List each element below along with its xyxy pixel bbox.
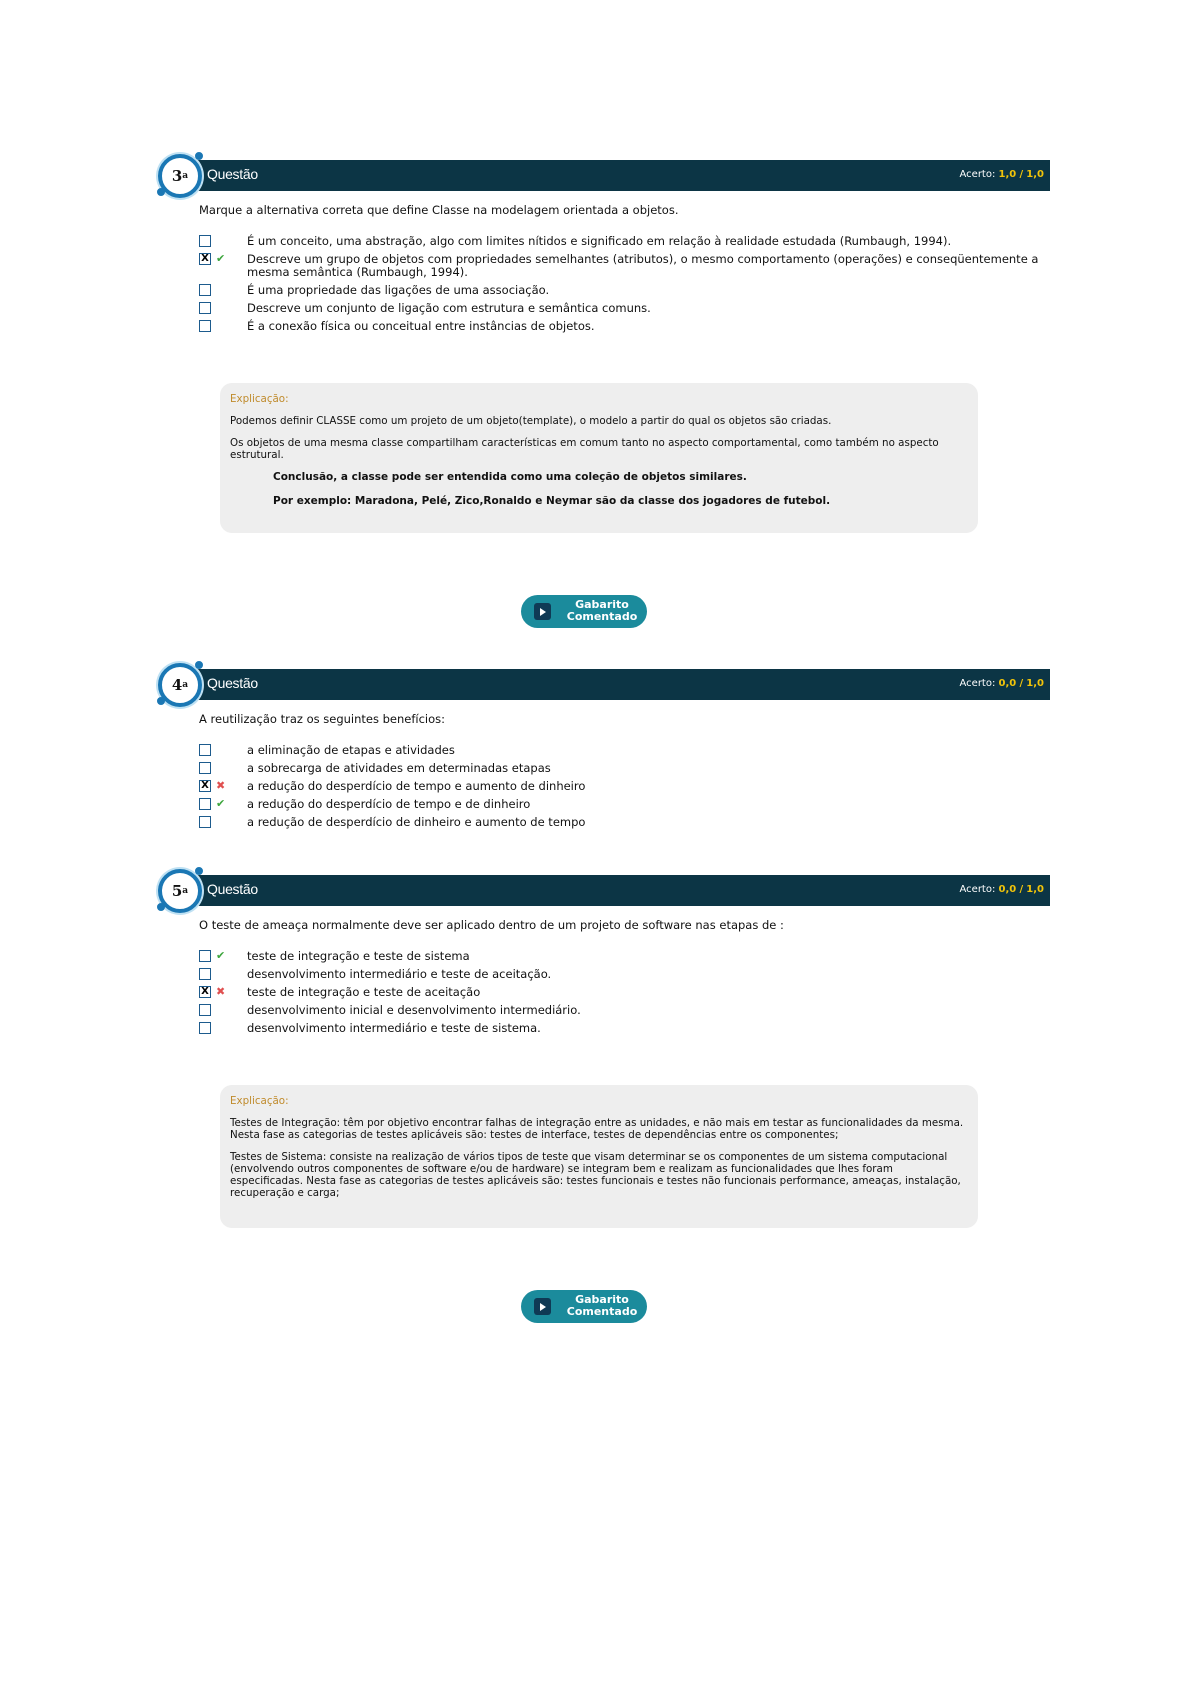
badge-bubble-icon	[157, 697, 165, 705]
option	[199, 235, 1050, 248]
question-header	[155, 659, 1050, 705]
score-got: 1,0	[998, 169, 1017, 180]
option	[199, 253, 1050, 279]
score-label: Acerto:	[959, 884, 996, 895]
option-text: Descreve um conjunto de ligação com estrutura e semântica comuns.	[247, 301, 651, 315]
badge-bubble-icon	[195, 661, 203, 669]
option-checkbox[interactable]	[199, 744, 211, 756]
option	[199, 284, 1050, 297]
explanation-bold: Conclusão, a classe pode ser entendida como uma coleção de objetos similares.	[273, 471, 747, 483]
button-label-line2: Comentado	[566, 610, 638, 623]
option-text: teste de integração e teste de aceitação	[247, 985, 481, 999]
option-checkbox[interactable]	[199, 1004, 211, 1016]
option-checkbox[interactable]	[199, 798, 211, 810]
explanation-title: Explicação:	[230, 1095, 289, 1107]
option-checkbox[interactable]	[199, 762, 211, 774]
badge-bubble-icon	[157, 188, 165, 196]
button-label-line1: Gabarito	[575, 1293, 629, 1306]
explanation-paragraph: Testes de Integração: têm por objetivo encontrar falhas de integração entre as unidades, e não mais em testar as funcionalidades da mesma. Nesta fase as categorias de testes aplicáveis são: testes de interface, testes de dependências entre os componentes;	[230, 1117, 964, 1141]
question-ordinal: a	[182, 886, 189, 896]
explanation-paragraph: Os objetos de uma mesma classe compartilham características em comum tanto no aspecto comportamental, como também no aspecto estrutural.	[230, 437, 939, 461]
question-3	[155, 150, 1050, 338]
explanation-box	[220, 383, 978, 533]
question-number: 5	[171, 882, 183, 900]
score	[960, 884, 1045, 895]
options-list	[199, 950, 1050, 1035]
option-text: É um conceito, uma abstração, algo com limites nítidos e significado em relação à realidade estudada (Rumbaugh, 1994).	[247, 234, 952, 248]
option-checkbox[interactable]	[199, 816, 211, 828]
option	[199, 986, 1050, 999]
video-play-icon	[534, 1298, 551, 1315]
option-checkbox[interactable]	[199, 968, 211, 980]
question-number: 4	[171, 676, 183, 694]
option	[199, 798, 1050, 811]
option	[199, 302, 1050, 315]
option-text: teste de integração e teste de sistema	[247, 949, 470, 963]
button-label-line1: Gabarito	[575, 598, 629, 611]
option-text: desenvolvimento inicial e desenvolvimento intermediário.	[247, 1003, 581, 1017]
explanation-bold: Por exemplo: Maradona, Pelé, Zico,Ronaldo e Neymar são da classe dos jogadores de futebol.	[273, 495, 831, 507]
option-text: a redução do desperdício de tempo e aumento de dinheiro	[247, 779, 586, 793]
correct-check-icon: ✔	[216, 252, 226, 265]
option	[199, 968, 1050, 981]
option-text: desenvolvimento intermediário e teste de aceitação.	[247, 967, 552, 981]
question-number: 3	[171, 167, 183, 185]
score-separator: /	[1019, 169, 1024, 180]
score-got: 0,0	[998, 884, 1017, 895]
option-text: a redução do desperdício de tempo e de dinheiro	[247, 797, 531, 811]
correct-check-icon: ✔	[216, 949, 226, 962]
gabarito-comentado-button[interactable]	[521, 595, 647, 628]
score-label: Acerto:	[959, 169, 996, 180]
option-checkbox[interactable]: X	[199, 253, 211, 265]
option-text: É uma propriedade das ligações de uma associação.	[247, 283, 550, 297]
question-ordinal: a	[182, 680, 189, 690]
video-play-icon	[534, 603, 551, 620]
button-label-line2: Comentado	[566, 1305, 638, 1318]
option-text: desenvolvimento intermediário e teste de sistema.	[247, 1021, 541, 1035]
question-title-bar	[193, 669, 1050, 700]
question-4	[155, 659, 1050, 834]
question-title: Questão	[207, 166, 258, 182]
option	[199, 950, 1050, 963]
score-separator: /	[1019, 678, 1024, 689]
score-label: Acerto:	[959, 678, 996, 689]
score	[960, 678, 1045, 689]
options-list	[199, 744, 1050, 829]
question-header	[155, 150, 1050, 196]
option-checkbox[interactable]	[199, 320, 211, 332]
question-prompt: O teste de ameaça normalmente deve ser aplicado dentro de um projeto de software nas etapas de :	[199, 918, 784, 932]
correct-check-icon: ✔	[216, 797, 226, 810]
option	[199, 1004, 1050, 1017]
option-checkbox[interactable]	[199, 302, 211, 314]
explanation-paragraph: Testes de Sistema: consiste na realização de vários tipos de teste que visam determinar se os componentes de um sistema computacional (envolvendo outros componentes de software e/ou de hardware) se integram bem e realizam as funcionalidades que lhes foram especificadas. Nesta fase as categorias de testes aplicáveis são: testes funcionais e testes não funcionais performance, ameaças, instalação, recuperação e carga;	[230, 1151, 961, 1199]
option	[199, 744, 1050, 757]
badge-bubble-icon	[195, 867, 203, 875]
score-got: 0,0	[998, 678, 1017, 689]
score-separator: /	[1019, 884, 1024, 895]
question-ordinal: a	[182, 171, 189, 181]
option-checkbox[interactable]	[199, 235, 211, 247]
wrong-x-icon: ✖	[216, 779, 226, 792]
score-max: 1,0	[1026, 169, 1044, 180]
badge-bubble-icon	[195, 152, 203, 160]
explanation-paragraph: Podemos definir CLASSE como um projeto de um objeto(template), o modelo a partir do qual os objetos são criadas.	[230, 415, 832, 427]
explanation-box	[220, 1085, 978, 1228]
option-checkbox[interactable]: X	[199, 780, 211, 792]
option-text: a redução de desperdício de dinheiro e aumento de tempo	[247, 815, 586, 829]
option	[199, 320, 1050, 333]
option-checkbox[interactable]	[199, 284, 211, 296]
badge-bubble-icon	[157, 903, 165, 911]
score-max: 1,0	[1026, 678, 1044, 689]
option-text: Descreve um grupo de objetos com propriedades semelhantes (atributos), o mesmo comportamento (operações) e conseqüentemente a mesma semântica (Rumbaugh, 1994).	[247, 252, 1039, 279]
options-list	[199, 235, 1050, 333]
option	[199, 780, 1050, 793]
question-prompt: A reutilização traz os seguintes benefícios:	[199, 712, 446, 726]
option-checkbox[interactable]: X	[199, 986, 211, 998]
option-checkbox[interactable]	[199, 950, 211, 962]
score-max: 1,0	[1026, 884, 1044, 895]
question-5	[155, 865, 1050, 1040]
question-header	[155, 865, 1050, 911]
option-checkbox[interactable]	[199, 1022, 211, 1034]
question-title: Questão	[207, 881, 258, 897]
option	[199, 1022, 1050, 1035]
option-text: a eliminação de etapas e atividades	[247, 743, 455, 757]
question-title-bar	[193, 160, 1050, 191]
option-text: a sobrecarga de atividades em determinadas etapas	[247, 761, 551, 775]
score	[960, 169, 1045, 180]
option	[199, 816, 1050, 829]
explanation-title: Explicação:	[230, 393, 289, 405]
question-prompt: Marque a alternativa correta que define Classe na modelagem orientada a objetos.	[199, 203, 679, 217]
question-title: Questão	[207, 675, 258, 691]
question-title-bar	[193, 875, 1050, 906]
gabarito-comentado-button[interactable]	[521, 1290, 647, 1323]
option-text: É a conexão física ou conceitual entre instâncias de objetos.	[247, 319, 595, 333]
wrong-x-icon: ✖	[216, 985, 226, 998]
option	[199, 762, 1050, 775]
